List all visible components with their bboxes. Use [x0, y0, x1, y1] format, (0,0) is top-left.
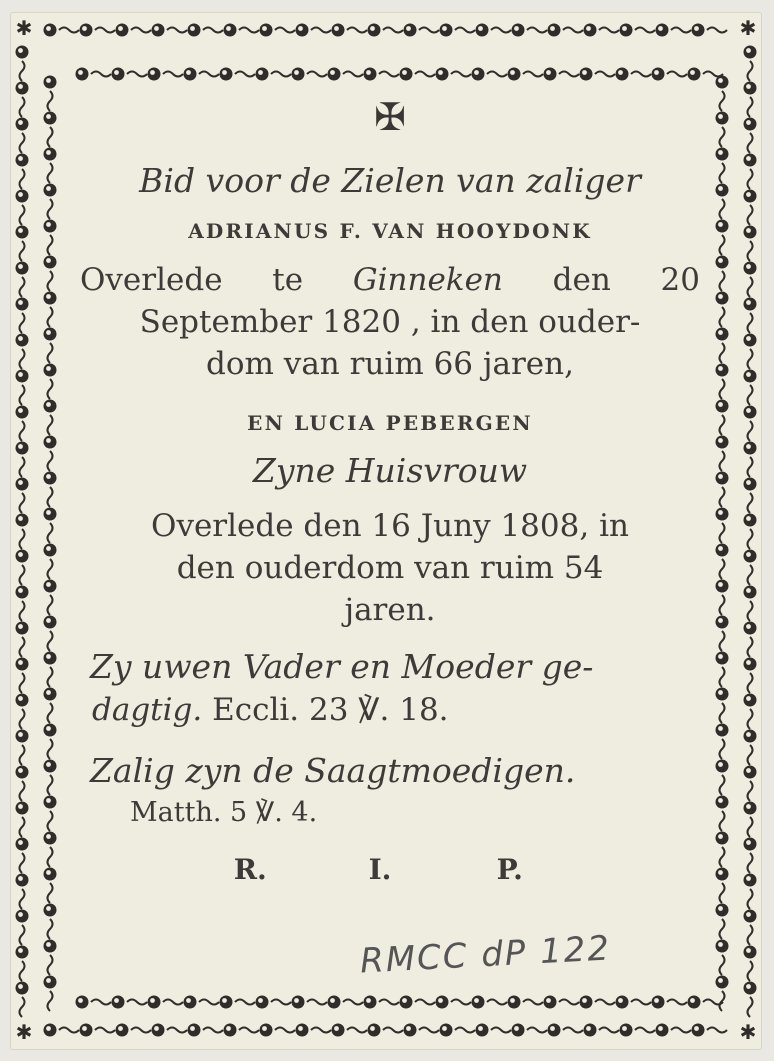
border-ornament [744, 910, 757, 946]
border-ornament [16, 190, 29, 226]
border-ornament [716, 832, 729, 868]
border-ornament [44, 760, 57, 796]
border-ornament [744, 730, 757, 766]
corner-star-icon: ✱ [739, 16, 757, 40]
border-ornament [16, 442, 29, 478]
border-ornament [332, 24, 368, 37]
border-ornament [16, 802, 29, 838]
border-ornament [744, 154, 757, 190]
border-ornament [44, 220, 57, 256]
border-ornament [80, 24, 116, 37]
border-ornament [744, 802, 757, 838]
border-ornament [744, 694, 757, 730]
border-ornament [16, 298, 29, 334]
border-ornament [332, 1024, 368, 1037]
border-ornament [328, 68, 364, 81]
border-ornament [512, 1024, 548, 1037]
border-ornament [112, 996, 148, 1009]
border-ornament [512, 24, 548, 37]
border-ornament [716, 616, 729, 652]
border-ornament [16, 622, 29, 658]
person1-death-line1 [80, 259, 700, 301]
border-ornament [152, 24, 188, 37]
quote2-reference: Matth. 5 ℣. 4. [130, 797, 318, 828]
border-ornament [44, 328, 57, 364]
border-ornament [692, 24, 728, 37]
border-ornament [16, 334, 29, 370]
border-ornament [188, 24, 224, 37]
border-ornament [744, 226, 757, 262]
border-ornament [688, 996, 724, 1009]
rip-p: P. [496, 853, 523, 886]
border-ornament [44, 652, 57, 688]
quote1-line1: Zy uwen Vader en Moeder ge- [90, 647, 594, 686]
border-ornament [220, 68, 256, 81]
border-ornament [580, 996, 616, 1009]
border-ornament [16, 694, 29, 730]
border-ornament [328, 996, 364, 1009]
border-ornament [16, 226, 29, 262]
border-ornament [44, 544, 57, 580]
border-ornament [16, 838, 29, 874]
corner-star-icon: ✱ [15, 16, 33, 40]
border-ornament [584, 24, 620, 37]
border-ornament [616, 996, 652, 1009]
border-ornament [16, 370, 29, 406]
border-ornament [112, 68, 148, 81]
border-ornament [440, 24, 476, 37]
border-ornament [716, 868, 729, 904]
border-ornament [744, 82, 757, 118]
border-ornament [44, 796, 57, 832]
border-ornament [652, 68, 688, 81]
person2-relation: Zyne Huisvrouw [252, 451, 528, 490]
person1-name: ADRIANUS F. VAN HOOYDONK [188, 219, 592, 243]
border-ornament [292, 68, 328, 81]
border-ornament [508, 68, 544, 81]
border-ornament [744, 370, 757, 406]
border-ornament [296, 1024, 332, 1037]
border-ornament [184, 68, 220, 81]
border-ornament [44, 24, 80, 37]
border-ornament [716, 364, 729, 400]
border-ornament [620, 1024, 656, 1037]
border-ornament [544, 996, 580, 1009]
memorial-card [10, 12, 762, 1050]
border-ornament [716, 724, 729, 760]
border-ornament [716, 688, 729, 724]
border-ornament [44, 292, 57, 328]
person2-name: EN LUCIA PEBERGEN [247, 411, 533, 435]
handwritten-catalog-number: RMCC dP 122 [359, 928, 612, 982]
border-ornament [716, 328, 729, 364]
border-ornament [76, 68, 112, 81]
rip-letters [50, 853, 710, 886]
border-ornament [744, 118, 757, 154]
border-ornament [744, 766, 757, 802]
ornamental-cross-icon: ✠ [374, 95, 406, 139]
border-ornament [16, 118, 29, 154]
border-ornament [744, 514, 757, 550]
border-ornament [548, 1024, 584, 1037]
border-ornament [716, 652, 729, 688]
border-ornament [44, 256, 57, 292]
border-ornament [744, 946, 757, 982]
border-ornament [16, 586, 29, 622]
person2-death-line3: jaren. [344, 592, 436, 628]
border-ornament [744, 442, 757, 478]
border-ornament [616, 68, 652, 81]
border-ornament [44, 616, 57, 652]
border-ornament [716, 472, 729, 508]
border-ornament [44, 364, 57, 400]
border-ornament [16, 406, 29, 442]
border-ornament [256, 996, 292, 1009]
rip-i: I. [368, 853, 392, 886]
border-ornament [80, 1024, 116, 1037]
border-ornament [744, 622, 757, 658]
border-ornament [44, 724, 57, 760]
border-ornament [744, 46, 757, 82]
border-ornament [716, 580, 729, 616]
border-ornament [16, 910, 29, 946]
border-ornament [224, 24, 260, 37]
border-ornament [16, 550, 29, 586]
border-ornament [508, 996, 544, 1009]
border-ornament [652, 996, 688, 1009]
border-ornament [44, 904, 57, 940]
border-ornament [656, 1024, 692, 1037]
border-ornament [404, 1024, 440, 1037]
border-ornament [716, 544, 729, 580]
border-ornament [148, 68, 184, 81]
border-ornament [44, 472, 57, 508]
corner-star-icon: ✱ [739, 1020, 757, 1044]
border-ornament [188, 1024, 224, 1037]
death-text-b: den 20 [552, 262, 700, 298]
border-ornament [16, 730, 29, 766]
border-ornament [548, 24, 584, 37]
border-ornament [44, 508, 57, 544]
border-ornament [716, 508, 729, 544]
border-ornament [744, 658, 757, 694]
border-ornament [716, 220, 729, 256]
border-ornament [580, 68, 616, 81]
border-ornament [716, 796, 729, 832]
border-ornament [260, 24, 296, 37]
border-ornament [44, 148, 57, 184]
border-ornament [16, 82, 29, 118]
border-ornament [544, 68, 580, 81]
border-ornament [744, 334, 757, 370]
person1-death-line2: September 1820 , in den ouder- [139, 304, 641, 340]
border-ornament [476, 24, 512, 37]
border-ornament [148, 996, 184, 1009]
border-ornament [692, 1024, 728, 1037]
quote1-italic: dagtig. [92, 692, 203, 728]
border-ornament [220, 996, 256, 1009]
border-ornament [716, 112, 729, 148]
border-ornament [16, 946, 29, 982]
border-ornament [716, 148, 729, 184]
border-ornament [744, 478, 757, 514]
border-ornament [16, 874, 29, 910]
border-ornament [716, 940, 729, 976]
border-ornament [44, 976, 57, 1012]
border-ornament [16, 262, 29, 298]
border-ornament [16, 154, 29, 190]
person1-death-line3: dom van ruim 66 jaren, [206, 346, 574, 382]
border-ornament [744, 586, 757, 622]
border-ornament [472, 996, 508, 1009]
border-ornament [44, 112, 57, 148]
border-ornament [16, 46, 29, 82]
card-text [70, 97, 710, 886]
quote2-line1: Zalig zyn de Saagtmoedigen. [90, 751, 576, 790]
border-ornament [716, 256, 729, 292]
border-ornament [44, 580, 57, 616]
border-ornament [364, 68, 400, 81]
rip-r: R. [233, 853, 267, 886]
death-place: Ginneken [352, 262, 503, 298]
border-ornament [472, 68, 508, 81]
border-ornament [716, 184, 729, 220]
death-text-a: Overlede te [80, 262, 304, 298]
border-ornament [620, 24, 656, 37]
border-ornament [716, 760, 729, 796]
border-ornament [716, 76, 729, 112]
border-ornament [716, 976, 729, 1012]
border-ornament [256, 68, 292, 81]
border-ornament [116, 1024, 152, 1037]
border-ornament [16, 514, 29, 550]
border-ornament [16, 478, 29, 514]
border-ornament [744, 190, 757, 226]
heading: Bid voor de Zielen van zaliger [139, 161, 641, 200]
border-ornament [436, 68, 472, 81]
corner-star-icon: ✱ [15, 1020, 33, 1044]
border-ornament [440, 1024, 476, 1037]
border-ornament [400, 996, 436, 1009]
border-ornament [716, 904, 729, 940]
border-ornament [16, 658, 29, 694]
border-ornament [44, 940, 57, 976]
border-ornament [292, 996, 328, 1009]
border-ornament [368, 24, 404, 37]
border-ornament [744, 982, 757, 1018]
border-ornament [44, 400, 57, 436]
border-ornament [44, 436, 57, 472]
quote1-reference: Eccli. 23 ℣. 18. [212, 692, 449, 728]
border-ornament [716, 436, 729, 472]
border-ornament [44, 688, 57, 724]
border-ornament [76, 996, 112, 1009]
border-ornament [744, 838, 757, 874]
border-ornament [716, 292, 729, 328]
border-ornament [436, 996, 472, 1009]
border-ornament [116, 24, 152, 37]
border-ornament [744, 874, 757, 910]
border-ornament [744, 262, 757, 298]
border-ornament [44, 184, 57, 220]
border-ornament [744, 550, 757, 586]
border-ornament [296, 24, 332, 37]
border-ornament [476, 1024, 512, 1037]
border-ornament [404, 24, 440, 37]
border-ornament [716, 400, 729, 436]
border-ornament [400, 68, 436, 81]
border-ornament [584, 1024, 620, 1037]
border-ornament [16, 982, 29, 1018]
border-ornament [364, 996, 400, 1009]
border-ornament [16, 766, 29, 802]
border-ornament [152, 1024, 188, 1037]
border-ornament [260, 1024, 296, 1037]
border-ornament [184, 996, 220, 1009]
border-ornament [656, 24, 692, 37]
border-ornament [44, 76, 57, 112]
person2-death-line2: den ouderdom van ruim 54 [176, 550, 604, 586]
border-ornament [224, 1024, 260, 1037]
border-ornament [744, 298, 757, 334]
quote1-line2 [70, 689, 710, 731]
person2-death-line1: Overlede den 16 Juny 1808, in [151, 508, 629, 544]
border-ornament [368, 1024, 404, 1037]
border-ornament [744, 406, 757, 442]
border-ornament [44, 1024, 80, 1037]
